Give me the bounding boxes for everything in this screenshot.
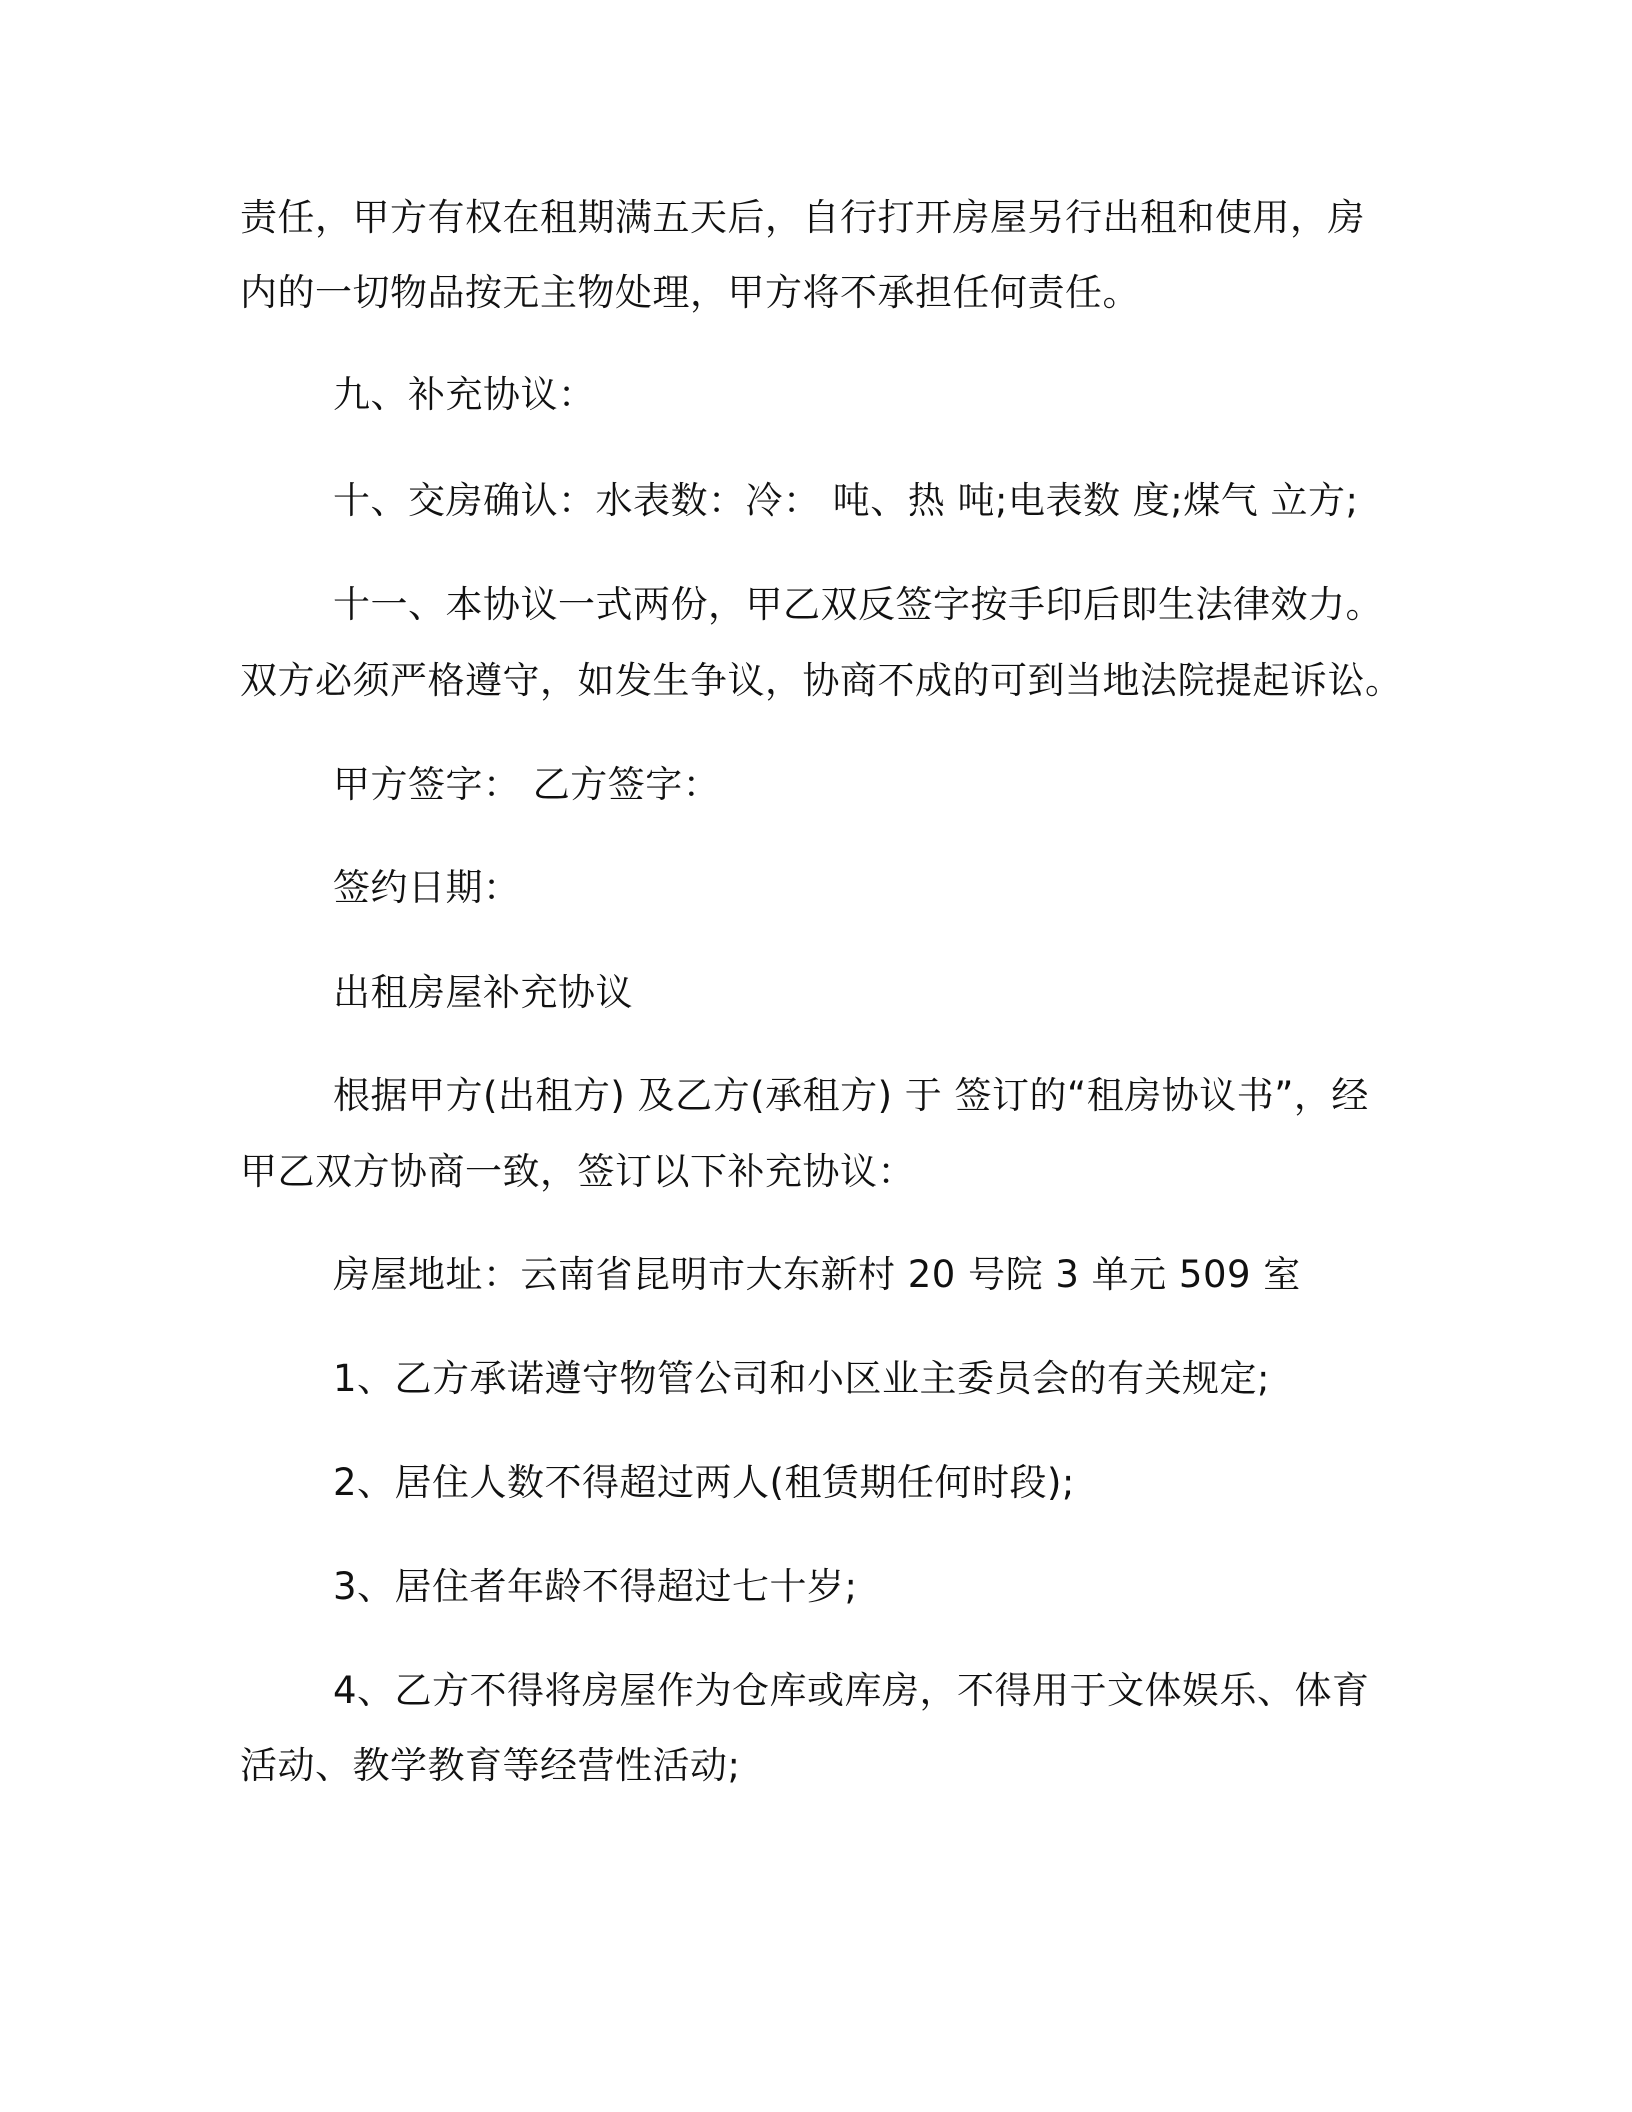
paragraph-line: 双方必须严格遵守，如发生争议，协商不成的可到当地法院提起诉讼。 [240, 659, 1403, 702]
date-line: 签约日期： [333, 866, 521, 909]
list-item: 2、居住人数不得超过两人(租赁期任何时段); [333, 1461, 1075, 1504]
section-heading: 九、补充协议： [333, 373, 596, 416]
list-item-continuation: 活动、教学教育等经营性活动; [240, 1744, 741, 1787]
list-item: 1、乙方承诺遵守物管公司和小区业主委员会的有关规定; [333, 1357, 1271, 1400]
address-line: 房屋地址：云南省昆明市大东新村 20 号院 3 单元 509 室 [333, 1253, 1301, 1296]
paragraph-line: 甲乙双方协商一致，签订以下补充协议： [240, 1150, 915, 1193]
paragraph-line: 责任，甲方有权在租期满五天后，自行打开房屋另行出租和使用，房 [240, 196, 1365, 239]
paragraph-line: 根据甲方(出租方) 及乙方(承租方) 于 签订的“租房协议书”，经 [333, 1074, 1369, 1117]
list-item: 4、乙方不得将房屋作为仓库或库房，不得用于文体娱乐、体育 [333, 1669, 1370, 1712]
list-item: 3、居住者年龄不得超过七十岁; [333, 1565, 858, 1608]
signature-line: 甲方签字： 乙方签字： [333, 763, 721, 806]
paragraph-line: 十、交房确认：水表数：冷： 吨、热 吨;电表数 度;煤气 立方; [333, 479, 1359, 522]
paragraph-line: 十一、本协议一式两份，甲乙双反签字按手印后即生法律效力。 [333, 583, 1383, 626]
paragraph-line: 内的一切物品按无主物处理，甲方将不承担任何责任。 [240, 271, 1140, 314]
section-title: 出租房屋补充协议 [333, 971, 633, 1014]
